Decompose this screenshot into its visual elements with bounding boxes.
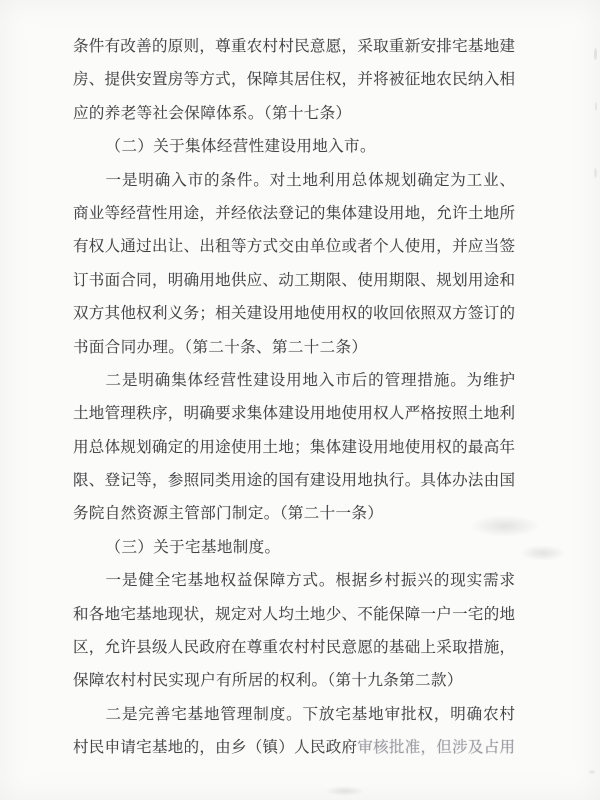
text-line-content: 一是明确入市的条件。对土地利用总体规划确定为工业、 <box>105 171 515 189</box>
text-line-content: 一是健全宅基地权益保障方式。根据乡村振兴的现实需求 <box>105 572 515 590</box>
text-line-content: 土地管理秩序，明确要求集体建设用地使用权人严格按照土地利 <box>73 405 515 423</box>
text-line-content: 有权人通过出让、出租等方式交由单位或者个人使用，并应当签 <box>73 238 515 256</box>
scan-artifact <box>589 770 595 774</box>
text-line-content: 和各地宅基地现状，规定对人均土地少、不能保障一户一宅的地 <box>73 605 515 623</box>
text-line <box>73 164 515 197</box>
text-line <box>73 364 515 397</box>
text-line-content: 书面合同办理。（第二十条、第二十二条） <box>73 338 368 356</box>
text-line <box>73 598 515 631</box>
text-line-content: 房、提供安置房等方式，保障其居住权，并将被征地农民纳入相 <box>73 71 515 89</box>
text-line-content: 应的养老等社会保障体系。（第十七条） <box>73 104 352 122</box>
text-line-content: 村民申请宅基地的，由乡（镇）人民政府 <box>73 739 358 757</box>
text-line-content: 保障农村村民实现户有所居的权利。（第十九条第二款） <box>73 672 463 690</box>
scan-artifact <box>594 48 597 60</box>
text-line <box>73 664 515 697</box>
text-line-content: 用总体规划确定的用途使用土地；集体建设用地使用权的最高年 <box>73 438 515 456</box>
text-line-content: 双方其他权利义务；相关建设用地使用权的收回依照双方签订的 <box>73 305 515 323</box>
text-line <box>73 698 515 731</box>
text-line <box>73 331 515 364</box>
text-line <box>73 464 515 497</box>
text-line-content: （二）关于集体经营性建设用地入市。 <box>105 138 376 156</box>
scan-artifact <box>594 168 597 178</box>
text-line-content: （三）关于宅基地制度。 <box>105 538 281 556</box>
text-line <box>73 497 515 530</box>
text-line <box>73 631 515 664</box>
text-line-content: 商业等经营性用途，并经依法登记的集体建设用地，允许土地所 <box>73 204 515 222</box>
text-line-content: 区，允许县级人民政府在尊重农村村民意愿的基础上采取措施， <box>73 639 515 657</box>
text-line <box>73 264 515 297</box>
text-line-content: 二是明确集体经营性建设用地入市后的管理措施。为维护 <box>105 371 515 389</box>
text-line <box>73 531 515 564</box>
text-line <box>73 297 515 330</box>
text-line <box>73 97 515 130</box>
text-line <box>73 130 515 163</box>
text-line-content: 条件有改善的原则，尊重农村村民意愿，采取重新安排宅基地建 <box>73 38 515 55</box>
text-line <box>73 197 515 230</box>
scan-smudge <box>520 545 566 561</box>
document-text-block <box>73 30 515 765</box>
text-line-content: 限、登记等，参照同类用途的国有建设用地执行。具体办法由国 <box>73 472 515 490</box>
text-line <box>73 731 515 764</box>
text-line <box>73 63 515 96</box>
text-line-content: 订书面合同，明确用地供应、动工期限、使用期限、规划用途和 <box>73 271 515 289</box>
scan-artifact <box>595 102 597 111</box>
scan-smudge <box>325 786 365 796</box>
text-line <box>73 397 515 430</box>
text-line <box>73 431 515 464</box>
faded-text: 审核批准，但涉及占用 <box>357 739 515 757</box>
text-line <box>73 564 515 597</box>
text-line-content: 二是完善宅基地管理制度。下放宅基地审批权，明确农村 <box>105 705 515 723</box>
text-line <box>73 230 515 263</box>
text-line-content: 务院自然资源主管部门制定。（第二十一条） <box>73 505 384 523</box>
text-line <box>73 30 515 63</box>
